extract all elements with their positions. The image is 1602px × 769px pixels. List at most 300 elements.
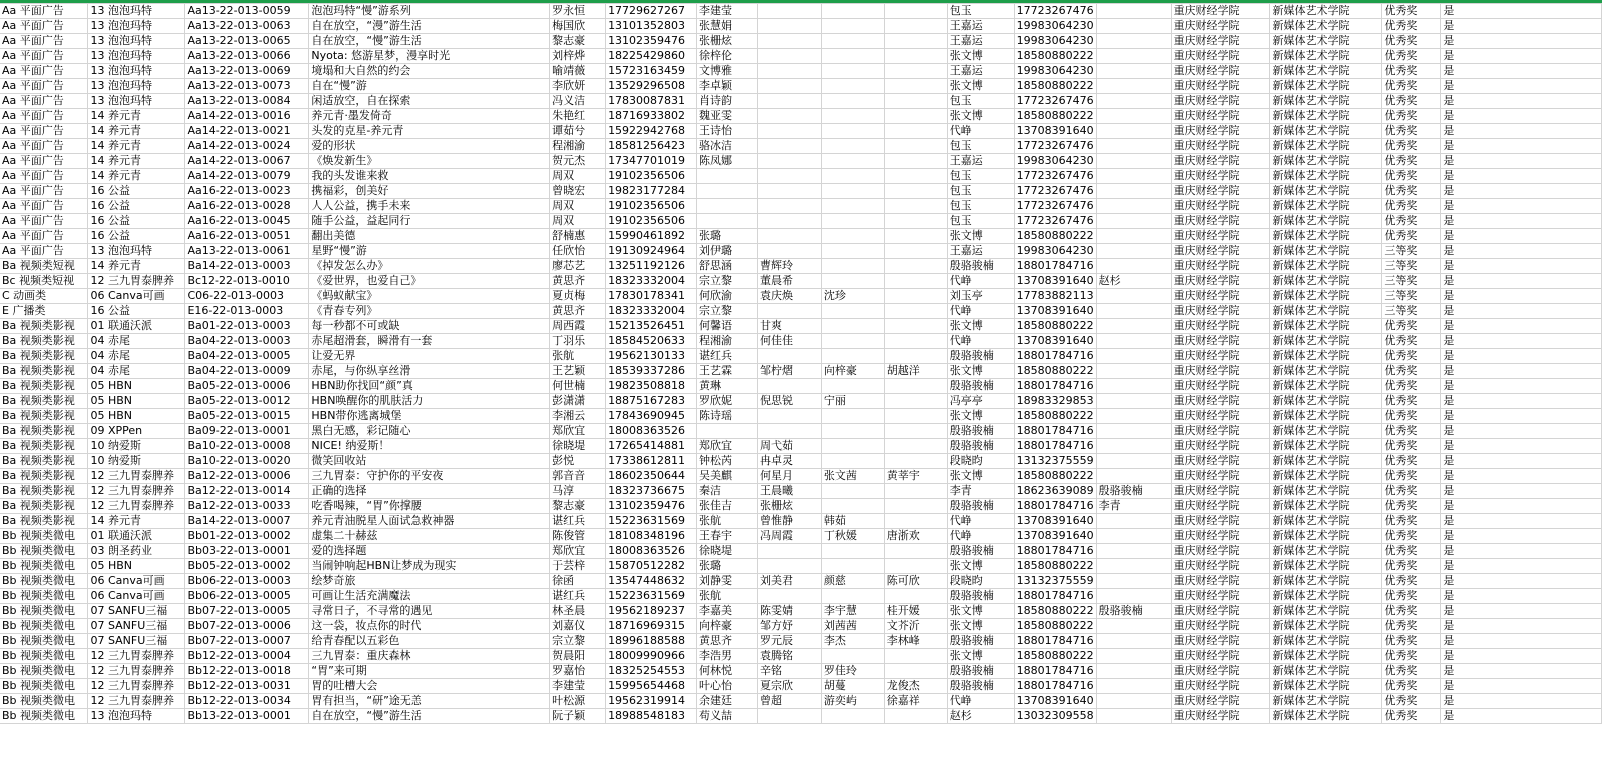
table-cell[interactable]: 18602350644 bbox=[606, 469, 697, 484]
table-cell[interactable]: 王春宇 bbox=[697, 529, 758, 544]
table-cell[interactable]: 冉卓灵 bbox=[757, 454, 821, 469]
table-cell[interactable]: 新媒体艺术学院 bbox=[1270, 19, 1382, 34]
table-cell[interactable]: 每一秒都不可或缺 bbox=[309, 319, 550, 334]
table-cell[interactable]: 胡越洋 bbox=[884, 364, 947, 379]
table-cell[interactable]: 18323332004 bbox=[606, 274, 697, 289]
table-cell[interactable]: Ba 视频类影视 bbox=[0, 469, 88, 484]
table-cell[interactable]: 张航 bbox=[697, 514, 758, 529]
table-cell[interactable]: 13032309558 bbox=[1014, 709, 1096, 724]
table-cell[interactable]: 15990461892 bbox=[606, 229, 697, 244]
table-cell[interactable] bbox=[821, 424, 884, 439]
table-cell[interactable]: 赤尾超滑套，瞬滑有一套 bbox=[309, 334, 550, 349]
table-cell[interactable]: 新媒体艺术学院 bbox=[1270, 589, 1382, 604]
table-cell[interactable]: HBN带你逃离城堡 bbox=[309, 409, 550, 424]
table-cell[interactable]: 19983064230 bbox=[1014, 64, 1096, 79]
table-cell[interactable]: 秦洁 bbox=[697, 484, 758, 499]
table-cell[interactable] bbox=[884, 214, 947, 229]
table-cell[interactable]: 优秀奖 bbox=[1382, 64, 1441, 79]
table-cell[interactable]: 优秀奖 bbox=[1382, 559, 1441, 574]
table-cell[interactable]: 叶松源 bbox=[550, 694, 606, 709]
table-cell[interactable]: 微笑回收站 bbox=[309, 454, 550, 469]
table-cell[interactable] bbox=[757, 64, 821, 79]
table-cell[interactable]: 新媒体艺术学院 bbox=[1270, 169, 1382, 184]
table-cell[interactable]: 重庆财经学院 bbox=[1171, 709, 1270, 724]
table-cell[interactable]: 寻常日子，不寻常的遇见 bbox=[309, 604, 550, 619]
table-cell[interactable]: 13102359476 bbox=[606, 499, 697, 514]
table-cell[interactable]: 优秀奖 bbox=[1382, 184, 1441, 199]
table-cell[interactable]: 13 泡泡玛特 bbox=[88, 244, 185, 259]
table-cell[interactable]: 是 bbox=[1441, 379, 1602, 394]
table-cell[interactable]: 爱的选择题 bbox=[309, 544, 550, 559]
table-cell[interactable]: Ba 视频类影视 bbox=[0, 334, 88, 349]
table-cell[interactable]: 17843690945 bbox=[606, 409, 697, 424]
table-cell[interactable] bbox=[757, 349, 821, 364]
table-cell[interactable]: 谌红兵 bbox=[550, 589, 606, 604]
table-cell[interactable] bbox=[821, 184, 884, 199]
table-cell[interactable]: 李宇慧 bbox=[821, 604, 884, 619]
table-cell[interactable]: 优秀奖 bbox=[1382, 514, 1441, 529]
table-cell[interactable] bbox=[757, 589, 821, 604]
table-cell[interactable]: 19130924964 bbox=[606, 244, 697, 259]
table-cell[interactable] bbox=[1096, 139, 1171, 154]
table-cell[interactable]: 彭潇潇 bbox=[550, 394, 606, 409]
table-cell[interactable] bbox=[757, 559, 821, 574]
table-cell[interactable]: 养元青油脱星人面试急救神器 bbox=[309, 514, 550, 529]
table-cell[interactable] bbox=[757, 424, 821, 439]
table-cell[interactable]: 何馨语 bbox=[697, 319, 758, 334]
table-cell[interactable]: 三等奖 bbox=[1382, 304, 1441, 319]
table-cell[interactable]: 喻靖薇 bbox=[550, 64, 606, 79]
table-cell[interactable] bbox=[1096, 34, 1171, 49]
table-cell[interactable]: 游奕屿 bbox=[821, 694, 884, 709]
table-cell[interactable]: 刘伊璐 bbox=[697, 244, 758, 259]
table-cell[interactable]: 17783882113 bbox=[1014, 289, 1096, 304]
table-cell[interactable]: Bb12-22-013-0034 bbox=[185, 694, 309, 709]
table-cell[interactable] bbox=[884, 4, 947, 19]
table-cell[interactable]: 《蚂蚁献宝》 bbox=[309, 289, 550, 304]
table-cell[interactable]: 王嘉运 bbox=[947, 64, 1014, 79]
table-cell[interactable] bbox=[757, 214, 821, 229]
table-cell[interactable]: 重庆财经学院 bbox=[1171, 574, 1270, 589]
table-cell[interactable]: 重庆财经学院 bbox=[1171, 109, 1270, 124]
table-cell[interactable]: Aa 平面广告 bbox=[0, 169, 88, 184]
table-cell[interactable] bbox=[1096, 229, 1171, 244]
table-cell[interactable]: 13708391640 bbox=[1014, 274, 1096, 289]
table-cell[interactable]: 是 bbox=[1441, 19, 1602, 34]
table-cell[interactable]: Aa13-22-013-0066 bbox=[185, 49, 309, 64]
table-cell[interactable]: 包玉 bbox=[947, 4, 1014, 19]
table-cell[interactable]: 是 bbox=[1441, 139, 1602, 154]
table-cell[interactable] bbox=[884, 649, 947, 664]
table-cell[interactable]: Bb07-22-013-0006 bbox=[185, 619, 309, 634]
table-cell[interactable]: 14 养元青 bbox=[88, 109, 185, 124]
table-cell[interactable]: 郑欣宜 bbox=[550, 544, 606, 559]
table-cell[interactable]: 12 三九胃泰脾养 bbox=[88, 274, 185, 289]
table-cell[interactable] bbox=[884, 199, 947, 214]
table-cell[interactable]: Aa13-22-013-0073 bbox=[185, 79, 309, 94]
table-cell[interactable]: 13 泡泡玛特 bbox=[88, 64, 185, 79]
table-cell[interactable] bbox=[1096, 349, 1171, 364]
table-cell[interactable]: 张文博 bbox=[947, 604, 1014, 619]
table-cell[interactable]: 06 Canva可画 bbox=[88, 574, 185, 589]
table-cell[interactable]: 18580880222 bbox=[1014, 604, 1096, 619]
table-cell[interactable] bbox=[757, 49, 821, 64]
table-cell[interactable]: 15922942768 bbox=[606, 124, 697, 139]
table-cell[interactable]: 12 三九胃泰脾养 bbox=[88, 469, 185, 484]
table-cell[interactable]: 周弋茹 bbox=[757, 439, 821, 454]
table-cell[interactable]: 是 bbox=[1441, 559, 1602, 574]
table-cell[interactable]: 05 HBN bbox=[88, 379, 185, 394]
table-cell[interactable] bbox=[1096, 199, 1171, 214]
table-cell[interactable]: Aa16-22-013-0051 bbox=[185, 229, 309, 244]
table-cell[interactable] bbox=[884, 154, 947, 169]
table-cell[interactable]: 张文博 bbox=[947, 79, 1014, 94]
table-cell[interactable]: 吴美麒 bbox=[697, 469, 758, 484]
table-cell[interactable]: Bb 视频类微电 bbox=[0, 664, 88, 679]
table-cell[interactable]: 是 bbox=[1441, 589, 1602, 604]
table-cell[interactable]: 骆冰洁 bbox=[697, 139, 758, 154]
table-cell[interactable] bbox=[884, 484, 947, 499]
table-cell[interactable]: 郑欣宜 bbox=[550, 424, 606, 439]
table-cell[interactable]: 13102359476 bbox=[606, 34, 697, 49]
table-cell[interactable]: 优秀奖 bbox=[1382, 409, 1441, 424]
table-cell[interactable]: 17723267476 bbox=[1014, 199, 1096, 214]
table-cell[interactable]: 是 bbox=[1441, 514, 1602, 529]
table-cell[interactable]: Aa13-22-013-0063 bbox=[185, 19, 309, 34]
table-cell[interactable]: 15223631569 bbox=[606, 589, 697, 604]
table-cell[interactable]: 新媒体艺术学院 bbox=[1270, 709, 1382, 724]
table-cell[interactable] bbox=[884, 334, 947, 349]
table-cell[interactable]: 18988548183 bbox=[606, 709, 697, 724]
table-cell[interactable]: 重庆财经学院 bbox=[1171, 274, 1270, 289]
table-cell[interactable] bbox=[757, 79, 821, 94]
table-cell[interactable]: 代峥 bbox=[947, 514, 1014, 529]
table-cell[interactable] bbox=[757, 124, 821, 139]
table-cell[interactable]: 随手公益，益起同行 bbox=[309, 214, 550, 229]
table-cell[interactable]: 优秀奖 bbox=[1382, 439, 1441, 454]
table-cell[interactable]: 18323332004 bbox=[606, 304, 697, 319]
table-cell[interactable] bbox=[884, 664, 947, 679]
table-cell[interactable] bbox=[884, 424, 947, 439]
table-cell[interactable]: 王嘉运 bbox=[947, 154, 1014, 169]
table-cell[interactable]: 重庆财经学院 bbox=[1171, 514, 1270, 529]
table-cell[interactable]: 廖芯艺 bbox=[550, 259, 606, 274]
table-cell[interactable]: Aa 平面广告 bbox=[0, 94, 88, 109]
table-cell[interactable]: 王艺颖 bbox=[550, 364, 606, 379]
table-cell[interactable]: 重庆财经学院 bbox=[1171, 34, 1270, 49]
table-cell[interactable]: 13 泡泡玛特 bbox=[88, 79, 185, 94]
table-cell[interactable]: 19823508818 bbox=[606, 379, 697, 394]
table-cell[interactable] bbox=[821, 484, 884, 499]
table-cell[interactable]: 余建廷 bbox=[697, 694, 758, 709]
table-cell[interactable]: 17723267476 bbox=[1014, 139, 1096, 154]
table-cell[interactable]: Ba 视频类影视 bbox=[0, 379, 88, 394]
table-cell[interactable]: 重庆财经学院 bbox=[1171, 679, 1270, 694]
table-cell[interactable]: Ba 视频类影视 bbox=[0, 439, 88, 454]
table-cell[interactable]: 代峥 bbox=[947, 124, 1014, 139]
table-cell[interactable]: 18875167283 bbox=[606, 394, 697, 409]
table-cell[interactable]: 13708391640 bbox=[1014, 529, 1096, 544]
table-cell[interactable]: 重庆财经学院 bbox=[1171, 559, 1270, 574]
table-cell[interactable]: 优秀奖 bbox=[1382, 424, 1441, 439]
table-cell[interactable]: 绘梦奇旅 bbox=[309, 574, 550, 589]
table-cell[interactable]: 17723267476 bbox=[1014, 94, 1096, 109]
table-cell[interactable]: Bc 视频类短视 bbox=[0, 274, 88, 289]
table-cell[interactable]: 19983064230 bbox=[1014, 154, 1096, 169]
table-cell[interactable]: 人人公益，携手未来 bbox=[309, 199, 550, 214]
table-cell[interactable] bbox=[1096, 424, 1171, 439]
table-cell[interactable]: 新媒体艺术学院 bbox=[1270, 334, 1382, 349]
table-cell[interactable]: 正确的选择 bbox=[309, 484, 550, 499]
table-cell[interactable]: 是 bbox=[1441, 424, 1602, 439]
table-cell[interactable]: 新媒体艺术学院 bbox=[1270, 109, 1382, 124]
table-cell[interactable]: 是 bbox=[1441, 64, 1602, 79]
table-cell[interactable]: 14 养元青 bbox=[88, 124, 185, 139]
table-cell[interactable]: 是 bbox=[1441, 214, 1602, 229]
table-cell[interactable]: 新媒体艺术学院 bbox=[1270, 154, 1382, 169]
table-cell[interactable] bbox=[821, 439, 884, 454]
table-cell[interactable]: 新媒体艺术学院 bbox=[1270, 34, 1382, 49]
table-cell[interactable]: 新媒体艺术学院 bbox=[1270, 184, 1382, 199]
table-cell[interactable]: Aa14-22-013-0067 bbox=[185, 154, 309, 169]
table-cell[interactable]: 张文博 bbox=[947, 619, 1014, 634]
table-cell[interactable]: 新媒体艺术学院 bbox=[1270, 349, 1382, 364]
table-cell[interactable]: 18716969315 bbox=[606, 619, 697, 634]
table-cell[interactable] bbox=[757, 4, 821, 19]
table-cell[interactable] bbox=[821, 409, 884, 424]
table-cell[interactable]: Ba12-22-013-0014 bbox=[185, 484, 309, 499]
table-cell[interactable]: 李卓颖 bbox=[697, 79, 758, 94]
table-cell[interactable]: 陈诗瑶 bbox=[697, 409, 758, 424]
table-cell[interactable]: 舒思涵 bbox=[697, 259, 758, 274]
table-cell[interactable] bbox=[1096, 664, 1171, 679]
table-cell[interactable] bbox=[1096, 4, 1171, 19]
table-cell[interactable]: 优秀奖 bbox=[1382, 589, 1441, 604]
table-cell[interactable]: 张璐 bbox=[697, 559, 758, 574]
table-cell[interactable]: 张文博 bbox=[947, 649, 1014, 664]
table-cell[interactable]: 新媒体艺术学院 bbox=[1270, 124, 1382, 139]
table-cell[interactable]: 18539337286 bbox=[606, 364, 697, 379]
table-cell[interactable]: 优秀奖 bbox=[1382, 619, 1441, 634]
table-cell[interactable] bbox=[1096, 94, 1171, 109]
table-cell[interactable]: 15870512282 bbox=[606, 559, 697, 574]
table-cell[interactable]: 是 bbox=[1441, 574, 1602, 589]
table-cell[interactable]: 刘嘉仪 bbox=[550, 619, 606, 634]
table-cell[interactable]: 13708391640 bbox=[1014, 514, 1096, 529]
table-cell[interactable]: 包玉 bbox=[947, 214, 1014, 229]
table-cell[interactable]: 新媒体艺术学院 bbox=[1270, 664, 1382, 679]
table-cell[interactable]: 优秀奖 bbox=[1382, 349, 1441, 364]
table-cell[interactable]: 自在放空，“慢”游生活 bbox=[309, 709, 550, 724]
table-cell[interactable]: 18581256423 bbox=[606, 139, 697, 154]
table-cell[interactable]: 头发的克星-养元青 bbox=[309, 124, 550, 139]
table-cell[interactable]: Ba 视频类影视 bbox=[0, 484, 88, 499]
table-cell[interactable]: 优秀奖 bbox=[1382, 169, 1441, 184]
table-cell[interactable] bbox=[1096, 649, 1171, 664]
table-cell[interactable]: 虚集二十赫兹 bbox=[309, 529, 550, 544]
table-cell[interactable]: 携福彩，创美好 bbox=[309, 184, 550, 199]
table-cell[interactable]: 重庆财经学院 bbox=[1171, 484, 1270, 499]
table-cell[interactable] bbox=[821, 454, 884, 469]
table-cell[interactable]: 黄思齐 bbox=[550, 304, 606, 319]
table-cell[interactable]: Aa14-22-013-0021 bbox=[185, 124, 309, 139]
table-cell[interactable]: 程湘渝 bbox=[550, 139, 606, 154]
table-cell[interactable]: 01 联通沃派 bbox=[88, 319, 185, 334]
table-cell[interactable]: 张文博 bbox=[947, 49, 1014, 64]
table-cell[interactable]: Bb06-22-013-0003 bbox=[185, 574, 309, 589]
table-cell[interactable]: 宗立黎 bbox=[697, 304, 758, 319]
table-cell[interactable]: 宗立黎 bbox=[550, 634, 606, 649]
table-cell[interactable]: 18716933802 bbox=[606, 109, 697, 124]
table-cell[interactable] bbox=[757, 544, 821, 559]
table-cell[interactable]: 代峥 bbox=[947, 304, 1014, 319]
table-cell[interactable]: 重庆财经学院 bbox=[1171, 649, 1270, 664]
table-cell[interactable]: 李建莹 bbox=[550, 679, 606, 694]
table-cell[interactable]: 是 bbox=[1441, 334, 1602, 349]
table-cell[interactable] bbox=[884, 349, 947, 364]
table-cell[interactable]: 让爱无界 bbox=[309, 349, 550, 364]
table-cell[interactable]: 重庆财经学院 bbox=[1171, 4, 1270, 19]
table-cell[interactable]: 是 bbox=[1441, 154, 1602, 169]
table-cell[interactable]: 韩茹 bbox=[821, 514, 884, 529]
table-cell[interactable]: 18009990966 bbox=[606, 649, 697, 664]
table-cell[interactable]: Ba05-22-013-0006 bbox=[185, 379, 309, 394]
table-cell[interactable]: 向梓豪 bbox=[697, 619, 758, 634]
table-cell[interactable] bbox=[1096, 694, 1171, 709]
table-cell[interactable]: 林圣晨 bbox=[550, 604, 606, 619]
table-cell[interactable]: 贺晨阳 bbox=[550, 649, 606, 664]
table-cell[interactable]: 是 bbox=[1441, 409, 1602, 424]
table-cell[interactable]: 05 HBN bbox=[88, 394, 185, 409]
table-cell[interactable]: Ba09-22-013-0001 bbox=[185, 424, 309, 439]
table-cell[interactable] bbox=[821, 139, 884, 154]
table-cell[interactable]: 包玉 bbox=[947, 139, 1014, 154]
table-cell[interactable]: 17830178341 bbox=[606, 289, 697, 304]
table-cell[interactable]: 是 bbox=[1441, 454, 1602, 469]
table-cell[interactable]: 是 bbox=[1441, 364, 1602, 379]
table-cell[interactable]: 13 泡泡玛特 bbox=[88, 34, 185, 49]
table-cell[interactable]: 刘茜茜 bbox=[821, 619, 884, 634]
table-cell[interactable]: 是 bbox=[1441, 289, 1602, 304]
table-cell[interactable]: 重庆财经学院 bbox=[1171, 244, 1270, 259]
table-cell[interactable]: 新媒体艺术学院 bbox=[1270, 679, 1382, 694]
table-cell[interactable]: Bb12-22-013-0004 bbox=[185, 649, 309, 664]
table-cell[interactable]: 优秀奖 bbox=[1382, 154, 1441, 169]
table-cell[interactable]: 01 联通沃派 bbox=[88, 529, 185, 544]
table-cell[interactable]: 陈可欣 bbox=[884, 574, 947, 589]
table-cell[interactable]: 优秀奖 bbox=[1382, 649, 1441, 664]
table-cell[interactable]: 是 bbox=[1441, 634, 1602, 649]
table-cell[interactable]: HBN助你找回“颜”真 bbox=[309, 379, 550, 394]
table-cell[interactable]: 18801784716 bbox=[1014, 439, 1096, 454]
table-cell[interactable]: 罗嘉怡 bbox=[550, 664, 606, 679]
table-cell[interactable]: 重庆财经学院 bbox=[1171, 139, 1270, 154]
table-cell[interactable]: 优秀奖 bbox=[1382, 454, 1441, 469]
table-cell[interactable]: 李建莹 bbox=[697, 4, 758, 19]
table-cell[interactable]: 三等奖 bbox=[1382, 274, 1441, 289]
table-cell[interactable]: 18580880222 bbox=[1014, 79, 1096, 94]
table-cell[interactable]: 赵杉 bbox=[1096, 274, 1171, 289]
table-cell[interactable]: 龙俊杰 bbox=[884, 679, 947, 694]
table-cell[interactable]: 18623639089 bbox=[1014, 484, 1096, 499]
table-cell[interactable]: 重庆财经学院 bbox=[1171, 319, 1270, 334]
table-cell[interactable] bbox=[821, 319, 884, 334]
table-cell[interactable] bbox=[821, 559, 884, 574]
table-cell[interactable]: 新媒体艺术学院 bbox=[1270, 574, 1382, 589]
table-cell[interactable]: 钟松芮 bbox=[697, 454, 758, 469]
table-cell[interactable]: 是 bbox=[1441, 184, 1602, 199]
table-cell[interactable]: Ba12-22-013-0006 bbox=[185, 469, 309, 484]
table-cell[interactable]: 重庆财经学院 bbox=[1171, 289, 1270, 304]
table-cell[interactable]: 张璐 bbox=[697, 229, 758, 244]
table-cell[interactable]: 宗立黎 bbox=[697, 274, 758, 289]
table-cell[interactable]: 包玉 bbox=[947, 94, 1014, 109]
table-cell[interactable]: 13 泡泡玛特 bbox=[88, 49, 185, 64]
table-cell[interactable]: 新媒体艺术学院 bbox=[1270, 694, 1382, 709]
table-cell[interactable]: 邹柠熠 bbox=[757, 364, 821, 379]
table-cell[interactable] bbox=[821, 244, 884, 259]
table-cell[interactable]: 13708391640 bbox=[1014, 124, 1096, 139]
table-cell[interactable]: 新媒体艺术学院 bbox=[1270, 64, 1382, 79]
table-cell[interactable]: 新媒体艺术学院 bbox=[1270, 394, 1382, 409]
table-cell[interactable]: 三九胃泰：守护你的平安夜 bbox=[309, 469, 550, 484]
table-cell[interactable]: 《青春专列》 bbox=[309, 304, 550, 319]
table-cell[interactable]: 12 三九胃泰脾养 bbox=[88, 694, 185, 709]
table-cell[interactable]: 舒楠惠 bbox=[550, 229, 606, 244]
table-cell[interactable]: 06 Canva可画 bbox=[88, 289, 185, 304]
table-cell[interactable]: 14 养元青 bbox=[88, 514, 185, 529]
table-cell[interactable]: 重庆财经学院 bbox=[1171, 499, 1270, 514]
table-cell[interactable]: 重庆财经学院 bbox=[1171, 694, 1270, 709]
table-cell[interactable]: 黑白无感，彩记随心 bbox=[309, 424, 550, 439]
table-cell[interactable]: 新媒体艺术学院 bbox=[1270, 604, 1382, 619]
table-cell[interactable] bbox=[697, 184, 758, 199]
table-cell[interactable]: 张慧娟 bbox=[697, 19, 758, 34]
table-cell[interactable]: 宁丽 bbox=[821, 394, 884, 409]
table-cell[interactable]: 16 公益 bbox=[88, 199, 185, 214]
table-cell[interactable]: 胡蔓 bbox=[821, 679, 884, 694]
table-cell[interactable]: Aa13-22-013-0061 bbox=[185, 244, 309, 259]
table-cell[interactable] bbox=[884, 94, 947, 109]
table-cell[interactable]: 13708391640 bbox=[1014, 334, 1096, 349]
table-cell[interactable]: 18580880222 bbox=[1014, 559, 1096, 574]
table-cell[interactable]: Aa 平面广告 bbox=[0, 4, 88, 19]
table-cell[interactable]: 新媒体艺术学院 bbox=[1270, 244, 1382, 259]
table-cell[interactable]: 07 SANFU三福 bbox=[88, 619, 185, 634]
table-cell[interactable]: 吃香喝辣，“胃”你撑腰 bbox=[309, 499, 550, 514]
table-cell[interactable]: 张栅炫 bbox=[757, 499, 821, 514]
table-cell[interactable]: HBN唤醒你的肌肤活力 bbox=[309, 394, 550, 409]
table-cell[interactable]: 新媒体艺术学院 bbox=[1270, 289, 1382, 304]
table-cell[interactable]: 丁秋媛 bbox=[821, 529, 884, 544]
table-cell[interactable] bbox=[884, 259, 947, 274]
table-cell[interactable]: 是 bbox=[1441, 109, 1602, 124]
table-cell[interactable]: 18580880222 bbox=[1014, 229, 1096, 244]
table-cell[interactable]: 曾晓宏 bbox=[550, 184, 606, 199]
table-cell[interactable]: Aa14-22-013-0024 bbox=[185, 139, 309, 154]
table-cell[interactable]: Aa 平面广告 bbox=[0, 154, 88, 169]
table-cell[interactable]: 辛铭 bbox=[757, 664, 821, 679]
table-cell[interactable] bbox=[697, 199, 758, 214]
table-cell[interactable]: 黄琳 bbox=[697, 379, 758, 394]
table-cell[interactable]: 16 公益 bbox=[88, 184, 185, 199]
table-cell[interactable]: 叶心怡 bbox=[697, 679, 758, 694]
table-cell[interactable]: 胃有担当，“研”途无恙 bbox=[309, 694, 550, 709]
table-cell[interactable] bbox=[697, 169, 758, 184]
table-cell[interactable] bbox=[1096, 679, 1171, 694]
table-cell[interactable]: 新媒体艺术学院 bbox=[1270, 79, 1382, 94]
table-cell[interactable]: 优秀奖 bbox=[1382, 334, 1441, 349]
